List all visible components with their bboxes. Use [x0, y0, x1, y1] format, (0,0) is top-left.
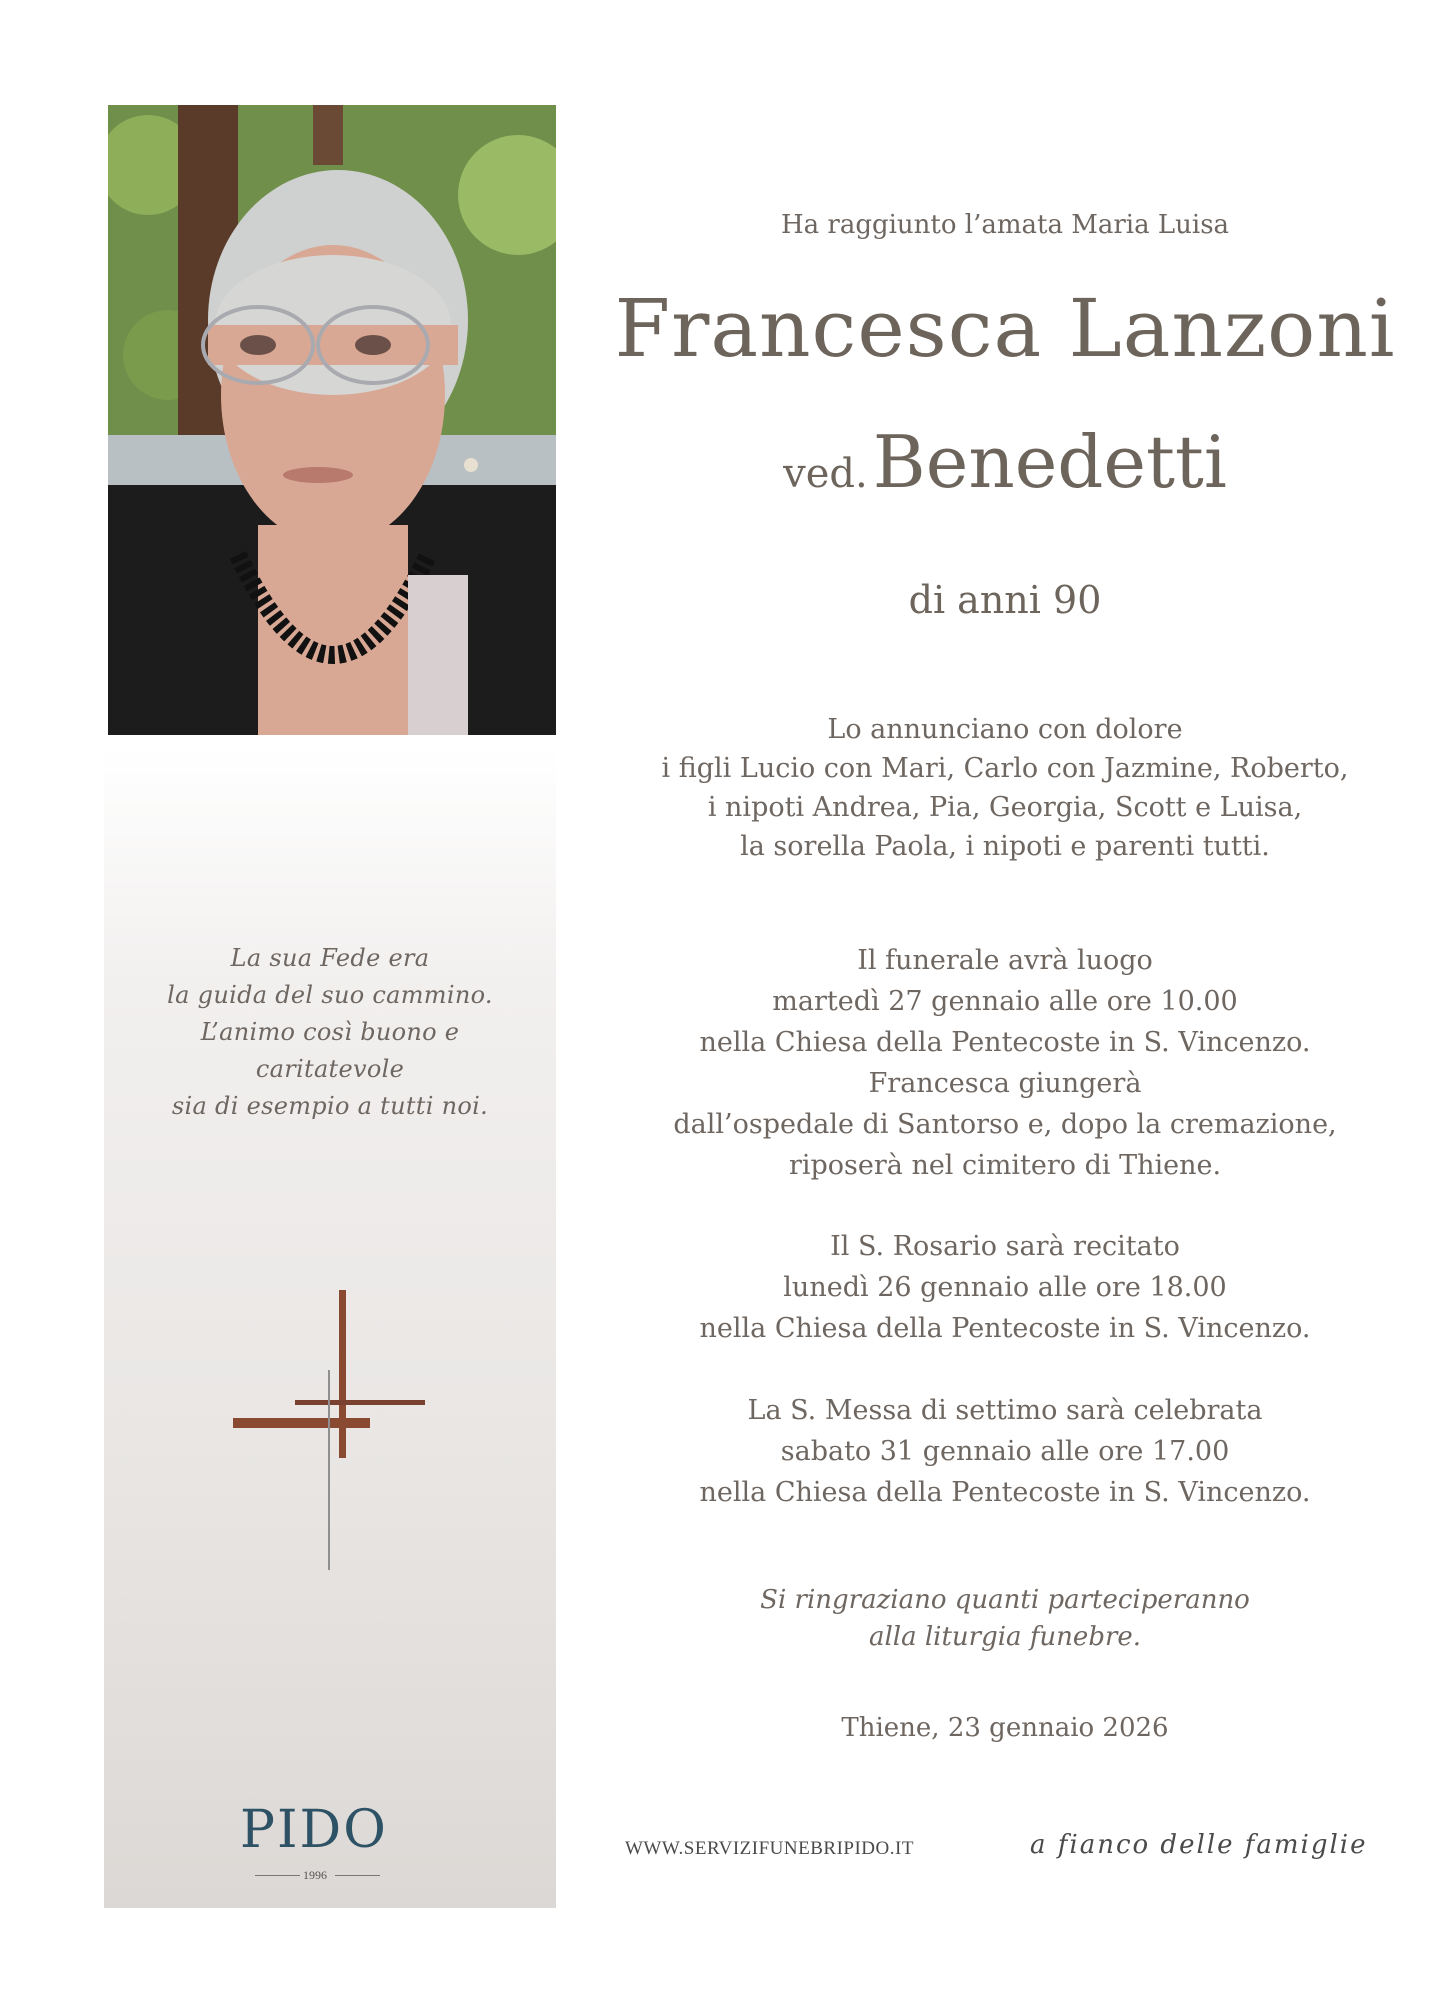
tagline: a fianco delle famiglie: [1030, 1830, 1368, 1860]
ved-prefix: ved.: [783, 451, 868, 497]
logo-year: 1996: [303, 1868, 327, 1882]
portrait-illustration: [108, 105, 556, 735]
funeral-line: Il funerale avrà luogo: [857, 945, 1153, 976]
intro-text: Ha raggiunto l’amata Maria Luisa: [780, 210, 1230, 240]
logo-wordmark: PIDO: [240, 1800, 388, 1860]
rosary-line: Il S. Rosario sarà recitato: [830, 1231, 1180, 1262]
announcement-paragraph: [600, 710, 1410, 866]
website-link[interactable]: WWW.SERVIZIFUNEBRIPIDO.IT: [625, 1838, 914, 1859]
mass-paragraph: [600, 1390, 1410, 1513]
memorial-quote: [104, 940, 556, 1125]
thanks-line: alla liturgia funebre.: [868, 1622, 1142, 1652]
quote-line: L’animo così buono e: [200, 1018, 460, 1046]
funeral-line: Francesca giungerà: [868, 1068, 1142, 1099]
mass-line: La S. Messa di settimo sarà celebrata: [747, 1395, 1263, 1426]
cross-icon: [225, 1280, 435, 1580]
funeral-line: dall’ospedale di Santorso e, dopo la cremazione,: [673, 1109, 1337, 1140]
announcement-line: i figli Lucio con Mari, Carlo con Jazmine, Roberto,: [661, 753, 1349, 784]
age-text: di anni 90: [908, 578, 1102, 622]
quote-line: la guida del suo cammino.: [167, 981, 493, 1009]
funeral-line: riposerà nel cimitero di Thiene.: [788, 1150, 1222, 1181]
place-date: Thiene, 23 gennaio 2026: [841, 1713, 1169, 1743]
funeral-paragraph: [600, 940, 1410, 1186]
thanks-line: Si ringraziano quanti parteciperanno: [760, 1585, 1250, 1615]
mass-line: nella Chiesa della Pentecoste in S. Vincenzo.: [699, 1477, 1311, 1508]
deceased-name: Francesca Lanzoni: [614, 282, 1396, 375]
rosary-paragraph: [600, 1226, 1410, 1349]
quote-line: La sua Fede era: [230, 944, 430, 972]
mass-line: sabato 31 gennaio alle ore 17.00: [780, 1436, 1230, 1467]
logo-divider: [335, 1875, 380, 1876]
company-logo: [240, 1800, 420, 1880]
announcement-line: i nipoti Andrea, Pia, Georgia, Scott e Luisa,: [707, 792, 1303, 823]
funeral-line: nella Chiesa della Pentecoste in S. Vincenzo.: [699, 1027, 1311, 1058]
rosary-line: lunedì 26 gennaio alle ore 18.00: [783, 1272, 1227, 1303]
portrait-photo: [108, 105, 556, 735]
quote-line: sia di esempio a tutti noi.: [171, 1092, 489, 1120]
quote-line: caritatevole: [255, 1055, 405, 1083]
funeral-line: martedì 27 gennaio alle ore 10.00: [772, 986, 1238, 1017]
announcement-line: Lo annunciano con dolore: [827, 714, 1183, 745]
rosary-line: nella Chiesa della Pentecoste in S. Vincenzo.: [699, 1313, 1311, 1344]
married-name-line: [600, 420, 1410, 504]
thanks-text: [600, 1582, 1410, 1656]
announcement-line: la sorella Paola, i nipoti e parenti tutti.: [740, 831, 1270, 862]
married-name: Benedetti: [872, 420, 1227, 504]
